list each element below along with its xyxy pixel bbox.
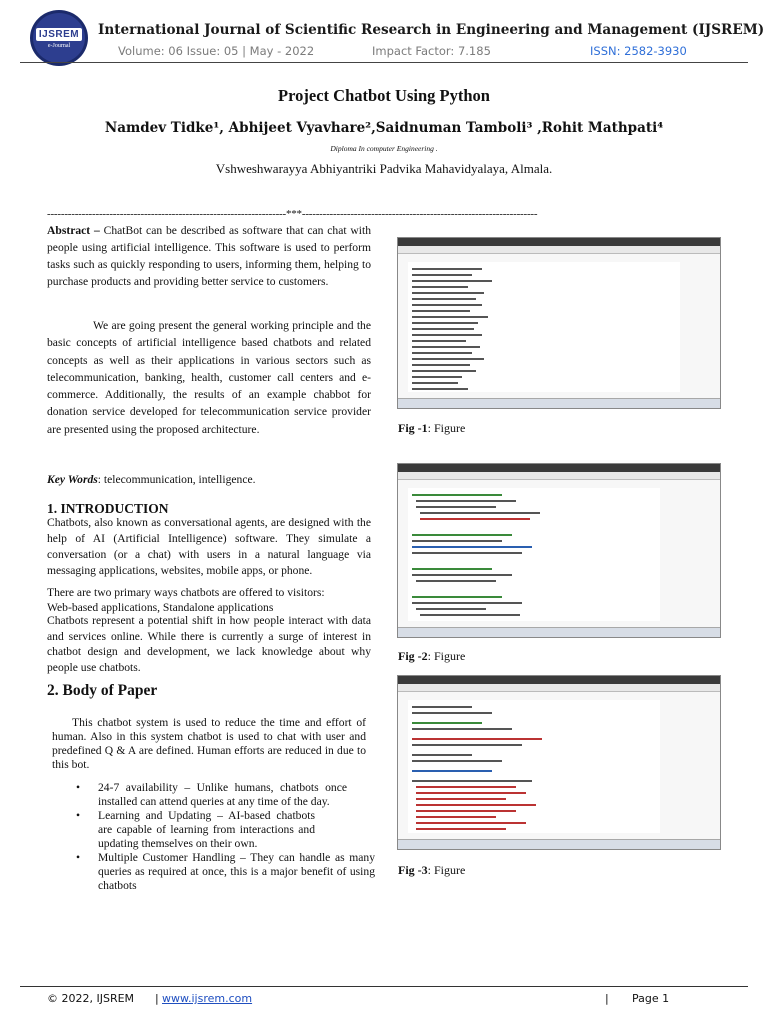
intro-p1: Chatbots, also known as conversational agents, are designed with the help of AI (Artificial Intelligence) software. They simulate a conversation (or a chat) with users in a natural language via messaging applications, websites, mobile apps, or phone.	[47, 516, 371, 577]
browser-urlbar	[398, 472, 720, 480]
section-separator: ---------------------------------------------------------------------***--------------------------------------------------------------------	[47, 208, 538, 220]
logo-subtext: e-Journal	[47, 42, 71, 49]
body-heading: 2. Body of Paper	[47, 682, 158, 699]
taskbar	[398, 627, 720, 637]
intro-p3: Web-based applications, Standalone applications	[47, 601, 274, 614]
footer-copyright: © 2022, IJSREM	[47, 992, 135, 1005]
institution: Vshweshwarayya Abhiyantriki Padvika Mahavidyalaya, Almala.	[215, 161, 553, 176]
bullet-icon: •	[76, 781, 81, 794]
browser-tabbar	[398, 464, 720, 472]
bullet-icon: •	[76, 809, 81, 822]
abstract-label: Abstract –	[47, 224, 100, 237]
code-listing	[408, 700, 660, 833]
impact-factor: Impact Factor: 7.185	[372, 44, 491, 58]
figure-1-caption: Fig -1: Figure	[398, 421, 466, 435]
list-item: • 24-7 availability – Unlike humans, chatbots once installed can attend queries at any time of the day.	[76, 781, 347, 808]
paper-title: Project Chatbot Using Python	[278, 86, 490, 105]
intro-heading: 1. INTRODUCTION	[47, 501, 169, 516]
code-listing	[408, 262, 680, 392]
figure-1-image	[397, 237, 721, 409]
issn: ISSN: 2582-3930	[590, 44, 687, 58]
figure-2-caption: Fig -2: Figure	[398, 649, 466, 663]
abstract-p1	[47, 222, 371, 290]
bullet-icon: •	[76, 851, 81, 864]
code-listing	[408, 488, 660, 621]
page-number: Page 1	[632, 992, 670, 1005]
browser-urlbar	[398, 246, 720, 254]
body-p1: This chatbot system is used to reduce the time and effort of human. Also in this system chatbot is used to chat with user and predefined Q & A are defined. Human efforts are reduced in due to this bot.	[52, 716, 366, 771]
taskbar	[398, 839, 720, 849]
footer-pipe: |	[155, 992, 159, 1005]
browser-tabbar	[398, 676, 720, 684]
volume-issue: Volume: 06 Issue: 05 | May - 2022	[118, 44, 315, 58]
figure-3-image	[397, 675, 721, 850]
benefits-list	[47, 781, 375, 893]
taskbar	[398, 398, 720, 408]
keywords	[47, 471, 371, 488]
browser-tabbar	[398, 238, 720, 246]
diploma-line: Diploma In computer Engineering .	[330, 144, 438, 153]
list-item: • Multiple Customer Handling – They can handle as many queries as required at once, this is a major benefit of using chatbots	[76, 851, 375, 892]
logo-text: IJSREM	[36, 28, 82, 41]
list-item: • Learning and Updating – AI-based chatbots are capable of learning from interactions and updating themselves on their own.	[76, 809, 315, 850]
figure-3-caption: Fig -3: Figure	[398, 863, 466, 877]
abstract-p2: We are going present the general working principle and the basic concepts of artificial intelligence based chatbots and related concepts as well as their applications in various sectors such as telecommunication, banking, health, customer call centers and e-commerce. Additionally, the results of an example chabbot for donation service developed for telecommunication service provider are presented using the proposed architecture.	[47, 319, 371, 436]
paper-authors: Namdev Tidke¹, Abhijeet Vyavhare²,Saidnuman Tamboli³ ,Rohit Mathpati⁴	[104, 120, 664, 136]
keywords-label: Key Words	[47, 473, 98, 486]
browser-urlbar	[398, 684, 720, 692]
intro-p2: There are two primary ways chatbots are offered to visitors:	[47, 586, 325, 599]
header-divider	[20, 62, 748, 63]
journal-title: International Journal of Scientific Research in Engineering and Management (IJSREM)	[98, 22, 765, 38]
journal-logo	[30, 10, 88, 66]
abstract-text: ChatBot can be described as software that can chat with people using artificial intelligence. This software is used to perform tasks such as quickly responding to users, informing them, helping to purchase products and providing better service to customers.	[47, 224, 371, 288]
footer-link[interactable]	[162, 992, 252, 1005]
keywords-text: : telecommunication, intelligence.	[97, 473, 256, 486]
website-link[interactable]: www.ijsrem.com	[162, 992, 253, 1005]
footer-divider	[20, 986, 748, 987]
footer-pipe-2: |	[605, 992, 609, 1005]
figure-2-image	[397, 463, 721, 638]
intro-p4: Chatbots represent a potential shift in how people interact with data and services online. While there is currently a surge of interest in chatbot design and development, we lack knowledge about why people use chatbots.	[47, 614, 371, 674]
